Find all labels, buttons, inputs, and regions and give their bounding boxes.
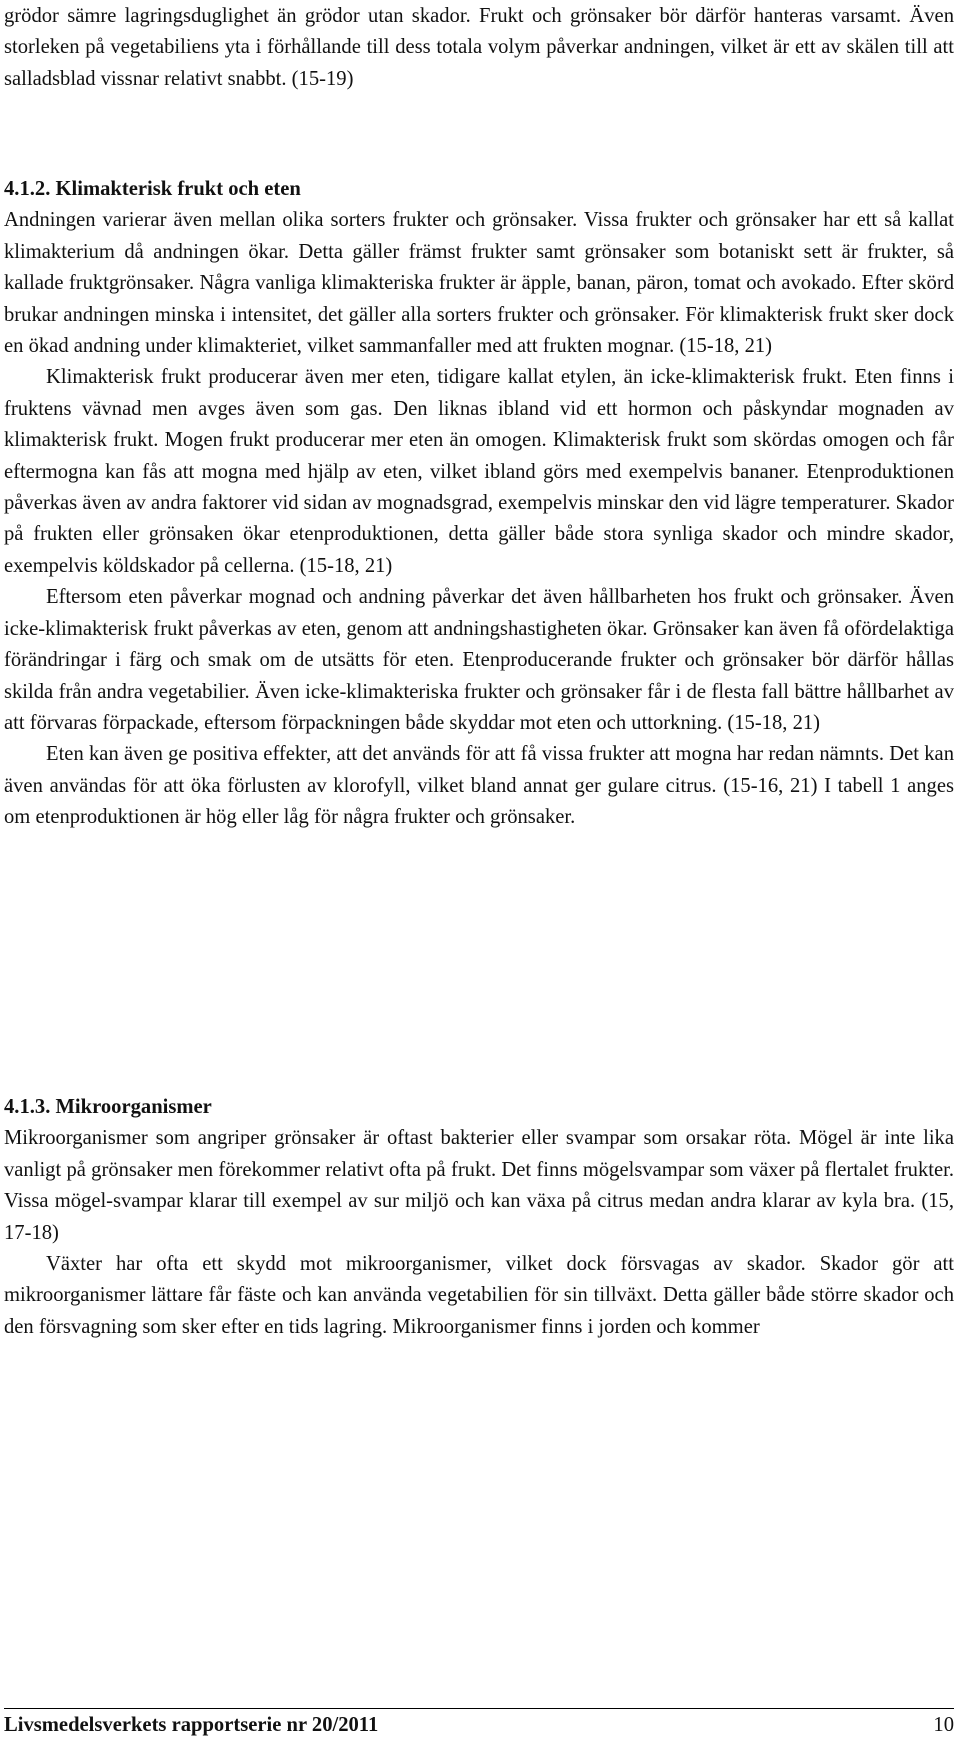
section-4-1-2 [4,174,954,834]
intro-block [4,1,954,95]
intro-paragraph: grödor sämre lagringsduglighet än grödor utan skador. Frukt och grönsaker bör därför hanteras varsamt. Även storleken på vegetabiliens yta i förhållande till dess totala volym påverkar andningen, vilket är ett av skälen till att salladsblad vissnar relativt snabbt. (15-19) [4,5,954,90]
report-series: Livsmedelsverkets rapportserie nr 20/2011 [4,1714,379,1736]
page-number: 10 [933,1714,954,1736]
body-paragraph: Klimakterisk frukt producerar även mer eten, tidigare kallat etylen, än icke-klimakterisk frukt. Eten finns i fruktens vävnad men avges även som gas. Den liknas ibland vid ett hormon och påskyndar mognaden av klimakterisk frukt. Mogen frukt producerar mer eten än omogen. Klimakterisk frukt som skördas omogen och får eftermogna kan fås att mogna med hjälp av eten, vilket ibland görs med exempelvis bananer. Etenproduktionen påverkas även av andra faktorer vid sidan av mognadsgrad, exempelvis minskar den vid lägre temperaturer. Skador på frukten eller grönsaken ökar etenproduktionen, detta gäller både stora synliga skador och mindre skador, exempelvis köldskador på cellerna. (15-18, 21) [4,366,954,577]
body-paragraph: Mikroorganismer som angriper grönsaker är oftast bakterier eller svampar som orsakar röta. Mögel är inte lika vanligt på grönsaker men förekommer relativt ofta på frukt. Det finns mögelsvampar som växer på flertalet frukter. Vissa mögel-svampar klarar till exempel av sur miljö och kan växa på citrus medan andra klarar av kyla bra. (15, 17-18) [4,1127,954,1244]
section-4-1-3 [4,1092,954,1343]
page-footer [4,1711,954,1739]
body-paragraph: Växter har ofta ett skydd mot mikroorganismer, vilket dock försvagas av skador. Skador gör att mikroorganismer lättare får fäste och kan använda vegetabilien för sin tillväxt. Detta gäller både större skador och den försvagning som sker efter en tids lagring. Mikroorganismer finns i jorden och kommer [4,1253,954,1338]
body-paragraph: Andningen varierar även mellan olika sorters frukter och grönsaker. Vissa frukter och grönsaker har ett så kallat klimakterium då andningen ökar. Detta gäller främst frukter samt grönsaker som botaniskt sett är frukter, så kallade fruktgrönsaker. Några vanliga klimakteriska frukter är äpple, banan, päron, tomat och avokado. Efter skörd brukar andningen minska i intensitet, det gäller alla sorters frukter och grönsaker. För klimakterisk frukt sker dock en ökad andning under klimakteriet, vilket sammanfaller med att frukten mognar. (15-18, 21) [4,209,954,358]
section-heading: 4.1.3. Mikroorganismer [4,1096,212,1118]
body-paragraph: Eftersom eten påverkar mognad och andning påverkar det även hållbarheten hos frukt och grönsaker. Även icke-klimakterisk frukt påverkas av eten, genom att andningshastigheten ökar. Grönsaker kan även få ofördelaktiga förändringar i färg och smak om de utsätts för eten. Etenproducerande frukter och grönsaker bör därför hållas skilda från andra vegetabilier. Även icke-klimakteriska frukter och grönsaker får i de flesta fall bättre hållbarhet av att förvaras förpackade, eftersom förpackningen både skyddar mot eten och uttorkning. (15-18, 21) [4,586,954,734]
section-heading: 4.1.2. Klimakterisk frukt och eten [4,178,301,200]
footer-rule [4,1708,954,1709]
body-paragraph: Eten kan även ge positiva effekter, att det används för att få vissa frukter att mogna har redan nämnts. Det kan även användas för att öka förlusten av klorofyll, vilket bland annat ger gulare citrus. (15-16, 21) I tabell 1 anges om etenproduktionen är hög eller låg för några frukter och grönsaker. [4,743,954,829]
